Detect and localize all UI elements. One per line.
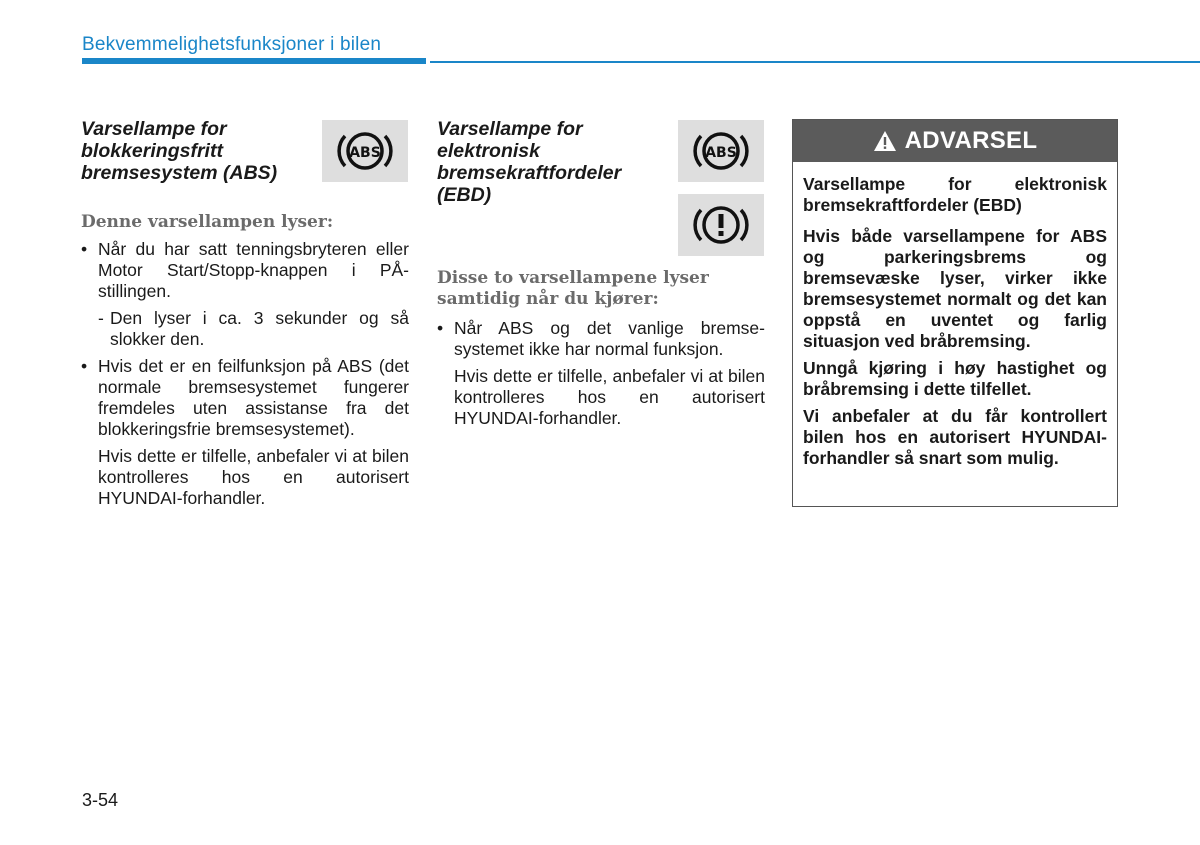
abs-section-body [81, 212, 409, 509]
warning-heading: Varsellampe for elektronisk bremsekraftfordeler (EBD) [803, 174, 1107, 215]
abs-bullet-ignition: • Når du har satt tenningsbryteren eller Motor Start/Stopp-knappen i PÅ-stillingen. [81, 239, 409, 302]
warning-header [793, 120, 1117, 162]
ebd-bullet-malfunction: • Når ABS og det vanlige bremse-systemet ikke har normal funksjon. [437, 318, 765, 360]
abs-warning-icon [335, 127, 395, 175]
warning-paragraph-brakes: Hvis både varsellampene for ABS og parkeringsbrems og bremsevæske lyser, virker ikke bremsesystemet normalt og det kan oppstå en uventet og farlig situasjon ved bråbremsing. [803, 226, 1107, 351]
abs-icon-box [322, 120, 408, 182]
ebd-subheading: Disse to varsellampene lyser samtidig når du kjører: [437, 268, 709, 309]
warning-body [793, 162, 1117, 469]
ebd-brake-icon-box [678, 194, 764, 256]
ebd-paragraph-dealer: Hvis dette er tilfelle, anbefaler vi at bilen kontrolleres hos en autorisert HYUNDAI-forhandler. [454, 366, 765, 428]
header-divider-line [430, 61, 1200, 63]
warning-paragraph-speed: Unngå kjøring i høy hastighet og bråbremsing i dette tilfellet. [803, 358, 1107, 399]
warning-triangle-icon [873, 130, 897, 152]
svg-text:ABS: ABS [705, 145, 737, 161]
brake-exclamation-warning-icon [691, 201, 751, 249]
warning-label: ADVARSEL [904, 127, 1038, 154]
section-header-title: Bekvemmelighetsfunksjoner i bilen [82, 34, 382, 55]
abs-bullet-malfunction: • Hvis det er en feilfunksjon på ABS (det normale bremsesystemet fungerer fremdeles uten assistanse fra det blokkeringsfrie bremsesystemet). [81, 356, 409, 440]
abs-sub-item-text: Den lyser i ca. 3 sekunder og så slokker den. [110, 308, 409, 349]
header-accent-bar [82, 58, 426, 64]
abs-section-title: Varsellampe for blokkeringsfritt bremsesystem (ABS) [81, 118, 278, 184]
ebd-section-title: Varsellampe for elektronisk bremsekraftfordeler (EBD) [437, 118, 622, 206]
page-number: 3-54 [82, 790, 119, 810]
svg-text:ABS: ABS [349, 145, 381, 161]
abs-warning-icon [691, 127, 751, 175]
warning-box [792, 119, 1118, 507]
abs-sub-item: - Den lyser i ca. 3 sekunder og så slokker den. [98, 308, 409, 349]
ebd-abs-icon-box [678, 120, 764, 182]
warning-paragraph-dealer: Vi anbefaler at du får kontrollert bilen hos en autorisert HYUNDAI-forhandler så snart som mulig. [803, 406, 1107, 468]
abs-paragraph-dealer: Hvis dette er tilfelle, anbefaler vi at bilen kontrolleres hos en autorisert HYUNDAI-forhandler. [98, 446, 409, 508]
ebd-section-body [437, 268, 765, 429]
abs-subheading: Denne varsellampen lyser: [81, 212, 334, 232]
